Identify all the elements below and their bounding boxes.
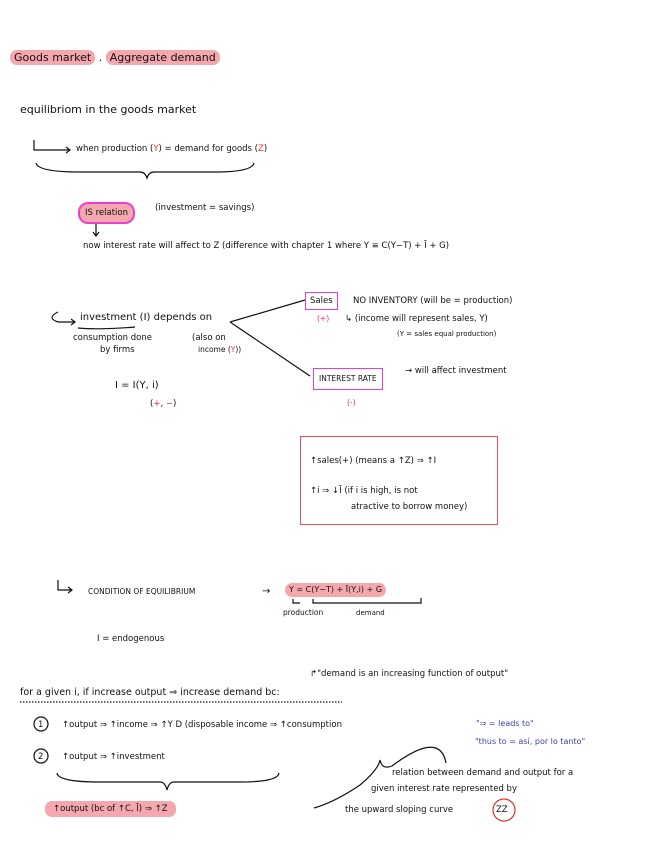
y-symbol: Y xyxy=(230,345,236,354)
boxed-line-1: ↑sales(+) (means a ↑Z) ⇒ ↑I xyxy=(310,456,437,466)
investment-formula: I = I(Y, i) xyxy=(115,380,159,391)
hook-arrow-icon xyxy=(34,140,70,153)
relation-line-3: the upward sloping curve xyxy=(345,805,454,815)
endogenous-note: I = endogenous xyxy=(97,634,165,644)
number-2: 2 xyxy=(38,752,44,762)
title-aggregate-demand: Aggregate demand xyxy=(106,50,220,65)
output-summary: ↑output (bc of ↑C, Ī) ⇒ ↑Z xyxy=(45,801,176,817)
also-note: (also on xyxy=(192,333,226,343)
is-note: (investment = savings) xyxy=(155,203,255,213)
title-separator: . xyxy=(98,51,103,64)
is-relation-badge: IS relation xyxy=(78,202,135,224)
brace xyxy=(57,773,279,790)
increasing-function-quote: ↱"demand is an increasing function of output" xyxy=(310,669,509,679)
hook-arrow-icon xyxy=(58,580,72,593)
number-1: 1 xyxy=(38,720,44,730)
investment-underline xyxy=(78,327,135,329)
plus-sign: + xyxy=(153,399,161,409)
relation-line-2: given interest rate represented by xyxy=(371,784,517,794)
z-symbol: Z xyxy=(258,144,264,154)
page-title xyxy=(10,52,220,64)
branch-line-sales xyxy=(230,300,305,322)
consumption-note: by firms xyxy=(100,345,135,355)
comma: , xyxy=(160,399,164,409)
income-sales-note: ↳ (income will represent sales, Y) xyxy=(345,314,488,324)
paren: ( xyxy=(150,399,154,409)
leads-to-note: "⇒ = leads to" xyxy=(476,719,534,728)
consumption-note: consumption done xyxy=(73,333,152,343)
sales-box: Sales xyxy=(305,292,338,310)
item-2: ↑output ⇒ ↑investment xyxy=(62,752,165,762)
y-sales-note: (Y = sales equal production) xyxy=(397,330,497,338)
formula-signs xyxy=(150,398,176,410)
demand-label: demand xyxy=(356,609,385,617)
interest-sign: (-) xyxy=(347,398,356,407)
thus-note: "thus to = así, por lo tanto" xyxy=(475,737,586,746)
minus-sign: − xyxy=(165,399,173,409)
paren: ) xyxy=(172,399,177,409)
investment-line xyxy=(80,312,212,324)
given-i-statement: for a given i, if increase output ⇒ increase demand bc: xyxy=(20,687,280,698)
equilibrium-equation: Y = C(Y−T) + Ī(Y,i) + G xyxy=(285,583,386,597)
equilibrium-definition xyxy=(76,143,267,155)
hook-arrow-icon xyxy=(52,312,75,325)
now-line: now interest rate will affect to Z (difference with chapter 1 where Y ≡ C(Y−T) + Ī + G) xyxy=(83,241,450,251)
income-text: )) xyxy=(235,345,242,354)
title-goods-market: Goods market xyxy=(10,50,95,65)
down-arrow-icon xyxy=(93,224,99,236)
branch-line-interest xyxy=(230,322,310,376)
item-1: ↑output ⇒ ↑income ⇒ ↑Y D (disposable income ⇒ ↑consumption xyxy=(62,720,342,730)
when-text: when production ( xyxy=(76,144,154,154)
brace xyxy=(36,163,254,178)
interest-note: → will affect investment xyxy=(405,366,507,376)
summary-box xyxy=(300,436,498,525)
production-label: production xyxy=(283,608,324,617)
interest-rate-box: INTEREST RATE xyxy=(313,368,383,390)
depends-on: (I) depends on xyxy=(139,312,213,323)
boxed-line-2: ↑i ⇒ ↓Ī (if i is high, is not xyxy=(310,486,418,496)
equilibrium-heading: equilibriom in the goods market xyxy=(20,103,197,116)
when-text: ) xyxy=(263,144,268,154)
condition-arrow: → xyxy=(262,586,271,597)
production-bracket xyxy=(293,599,300,603)
income-text: income ( xyxy=(198,345,231,354)
also-note xyxy=(198,344,241,356)
y-symbol: Y xyxy=(153,144,159,154)
relation-line-1: relation between demand and output for a xyxy=(392,768,574,778)
zz-label: ZZ xyxy=(496,805,508,815)
condition-label: CONDITION OF EQUILIBRIUM xyxy=(88,587,196,596)
when-text: ) = demand for goods ( xyxy=(158,144,258,154)
no-inventory: NO INVENTORY (will be = production) xyxy=(353,296,513,306)
demand-bracket xyxy=(313,598,421,603)
investment-label: investment xyxy=(80,312,137,323)
sales-sign: (+) xyxy=(317,314,330,323)
boxed-line-3: atractive to borrow money) xyxy=(351,502,468,512)
